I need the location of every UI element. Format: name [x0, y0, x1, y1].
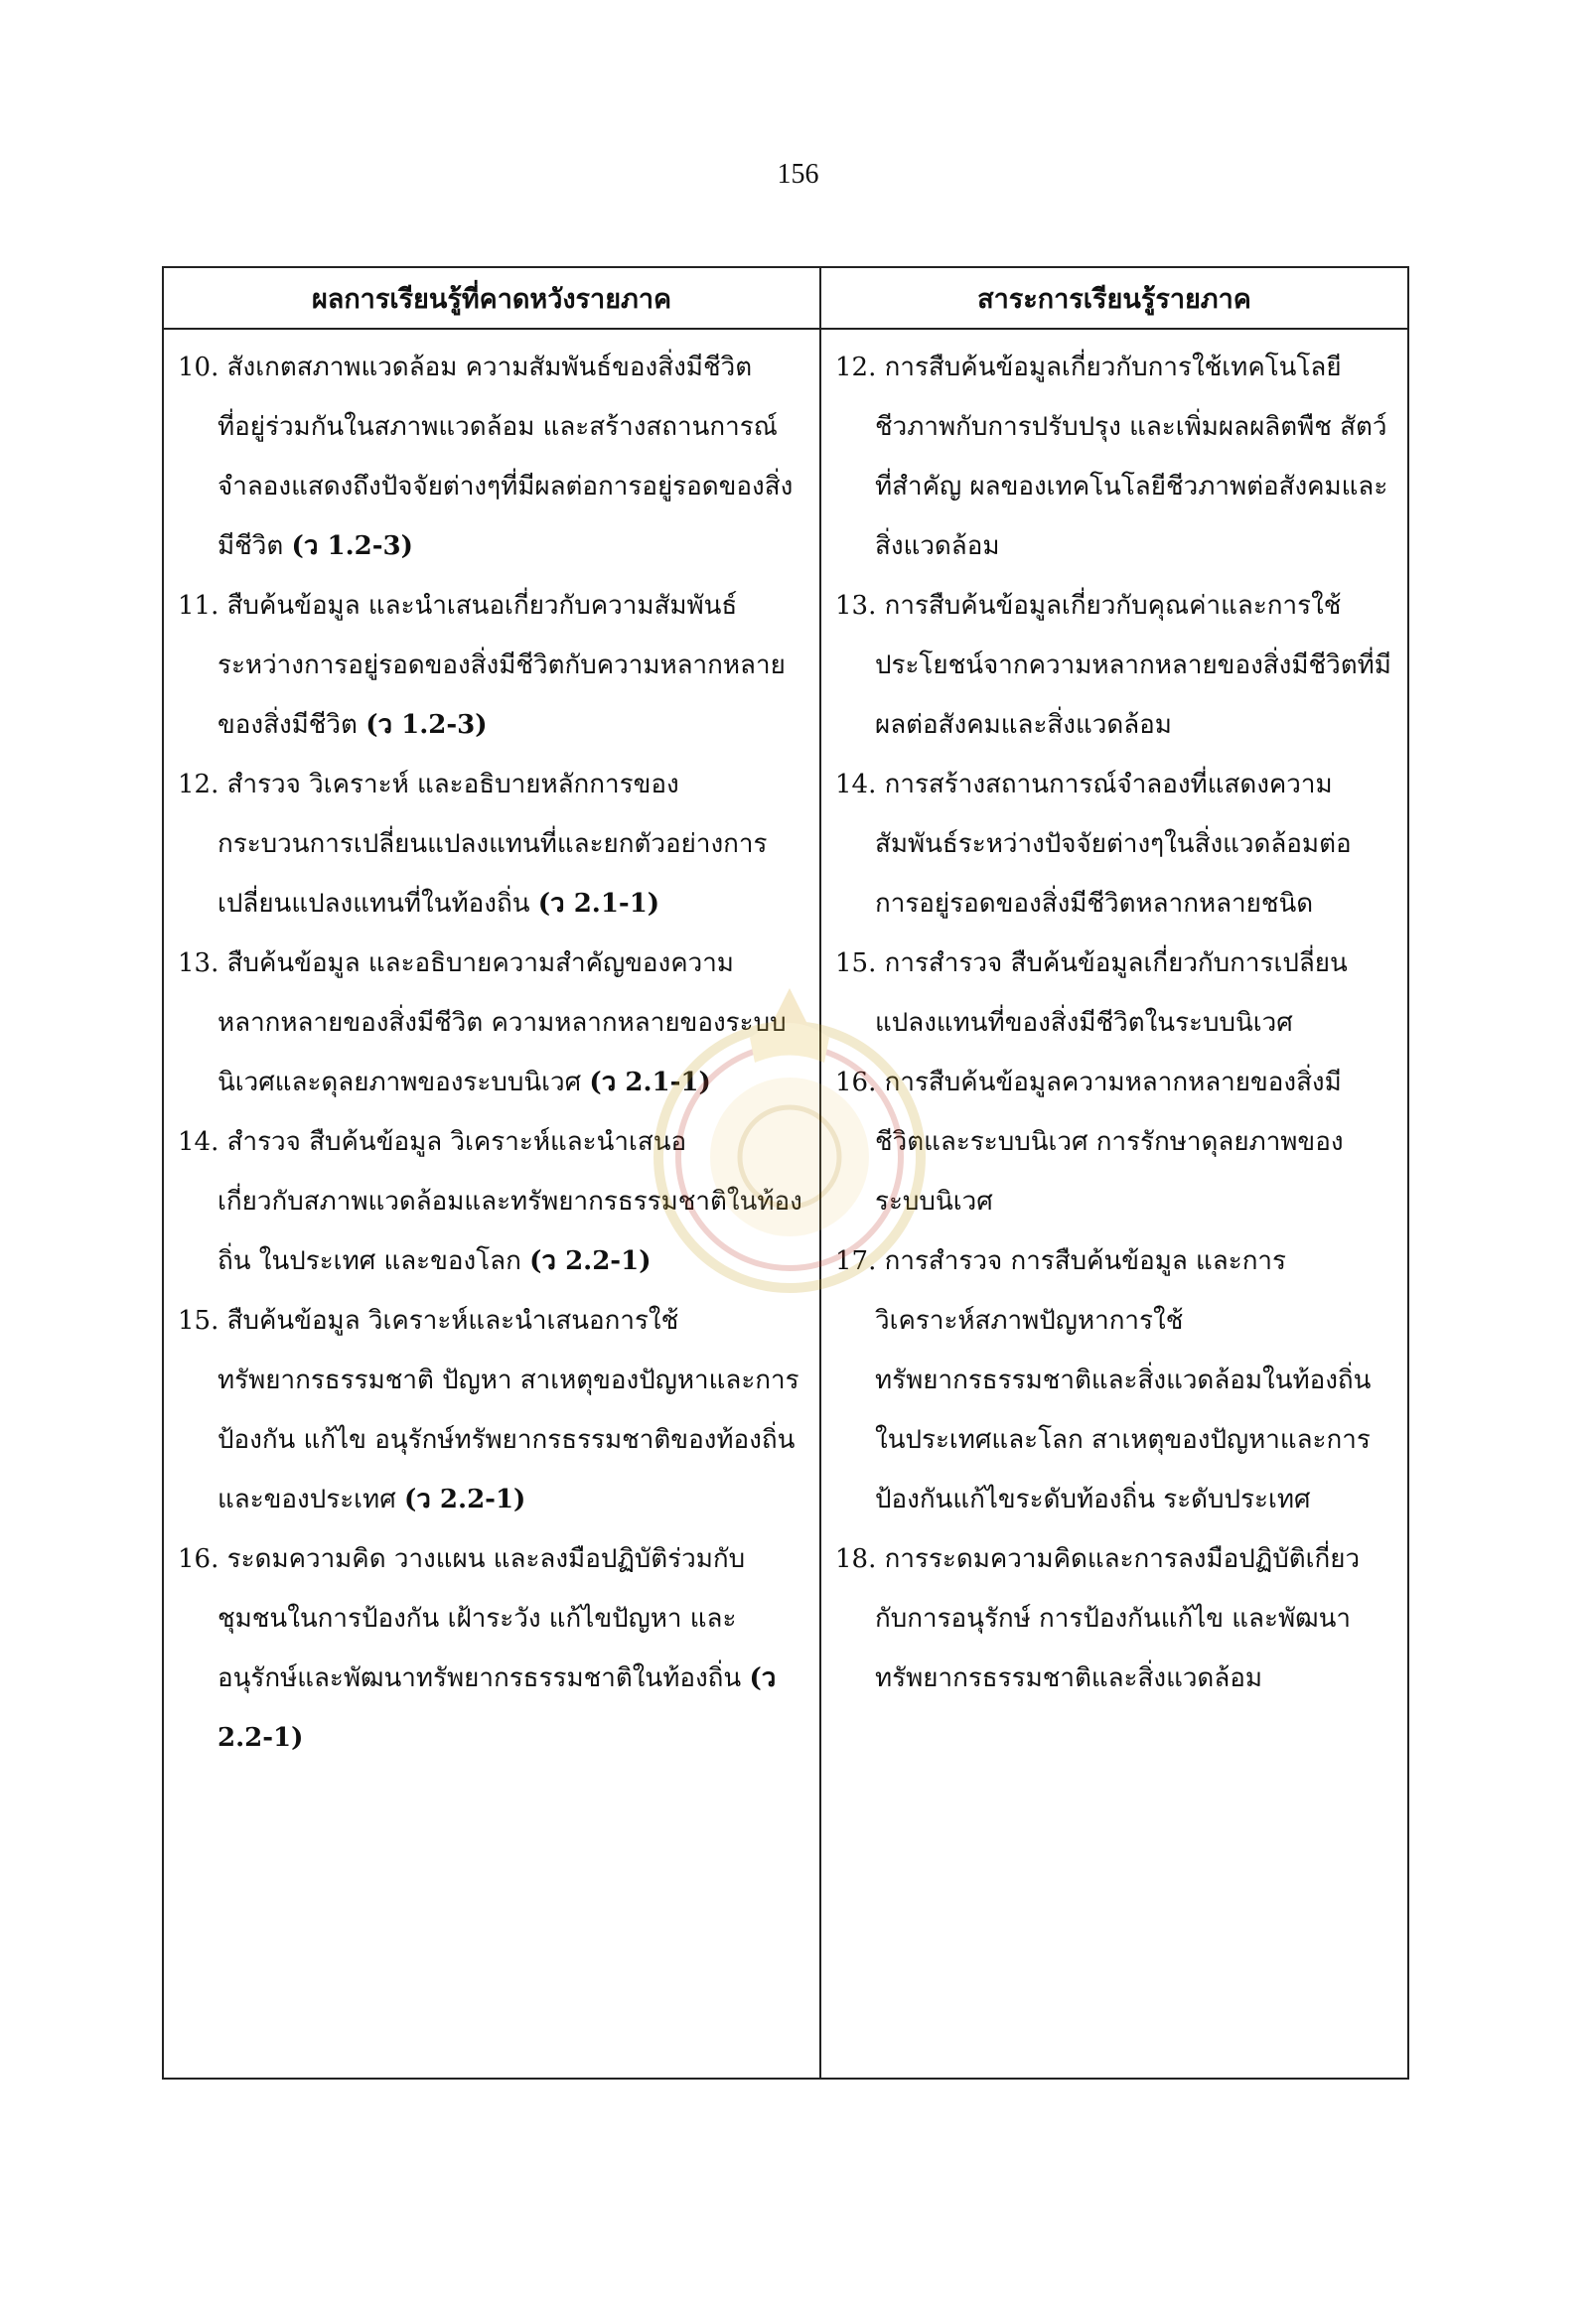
outcome-item: 12. สำรวจ วิเคราะห์ และอธิบายหลักการของ กระบวนการเปลี่ยนแปลงแทนที่และยกตัวอย่างการเปลี่ยนแปลงแทนที่ในท้องถิ่น (ว 2.1-1): [178, 770, 768, 919]
curriculum-table: [162, 266, 1409, 2080]
outcome-item: 11. สืบค้นข้อมูล และนำเสนอเกี่ยวกับความสัมพันธ์ ระหว่างการอยู่รอดของสิ่งมีชีวิตกับความหลากหลายของสิ่งมีชีวิต (ว 1.2-3): [178, 591, 786, 740]
standard-code: (ว 2.2-1): [529, 1246, 652, 1276]
standard-code: (ว 1.2-3): [291, 531, 413, 561]
outcome-item: 14. สำรวจ สืบค้นข้อมูล วิเคราะห์และนำเสนอ เกี่ยวกับสภาพแวดล้อมและทรัพยากรธรรมชาติในท้องถิ่น ในประเทศ และของโลก (ว 2.2-1): [178, 1127, 802, 1276]
header-learning-content: สาระการเรียนรู้รายภาค: [821, 268, 1407, 330]
standard-code: (ว 2.2-1): [403, 1485, 526, 1514]
outcome-item: 16. ระดมความคิด วางแผน และลงมือปฏิบัติร่วมกับ ชุมชนในการป้องกัน เฝ้าระวัง แก้ไขปัญหา และอนุรักษ์และพัฒนาทรัพยากรธรรมชาติในท้องถิ่น (ว 2.2-1): [178, 1544, 777, 1753]
content-item: 16. การสืบค้นข้อมูลความหลากหลายของสิ่งมี ชีวิตและระบบนิเวศ การรักษาดุลยภาพของระบบนิเวศ: [835, 1068, 1344, 1217]
standard-code: (ว 1.2-3): [365, 710, 488, 740]
learning-content-column: [821, 330, 1407, 2078]
outcome-item: 15. สืบค้นข้อมูล วิเคราะห์และนำเสนอการใช้ ทรัพยากรธรรมชาติ ปัญหา สาเหตุของปัญหาและการป้องกัน แก้ไข อนุรักษ์ทรัพยากรธรรมชาติของท้องถิ่น และของประเทศ (ว 2.2-1): [178, 1306, 799, 1514]
expected-outcomes-column: [164, 330, 821, 2078]
standard-code: (ว 2.1-1): [589, 1068, 711, 1097]
standard-code: (ว 2.1-1): [537, 889, 660, 919]
page-number: 156: [777, 159, 819, 190]
standard-code: (ว 2.2-1): [218, 1663, 777, 1753]
content-item: 13. การสืบค้นข้อมูลเกี่ยวกับคุณค่าและการใช้ ประโยชน์จากความหลากหลายของสิ่งมีชีวิตที่มีผลต่อสังคมและสิ่งแวดล้อม: [835, 591, 1391, 740]
header-expected-outcomes: ผลการเรียนรู้ที่คาดหวังรายภาค: [164, 268, 821, 330]
outcome-item: 13. สืบค้นข้อมูล และอธิบายความสำคัญของความ หลากหลายของสิ่งมีชีวิต ความหลากหลายของระบบนิเวศและดุลยภาพของระบบนิเวศ (ว 2.1-1): [178, 948, 787, 1097]
content-item: 17. การสำรวจ การสืบค้นข้อมูล และการ วิเคราะห์สภาพปัญหาการใช้ทรัพยากรธรรมชาติและสิ่งแวดล้อมในท้องถิ่นในประเทศและโลก สาเหตุของปัญหาและการป้องกันแก้ไขระดับท้องถิ่น ระดับประเทศ: [835, 1246, 1372, 1514]
content-item: 12. การสืบค้นข้อมูลเกี่ยวกับการใช้เทคโนโลยี ชีวภาพกับการปรับปรุง และเพิ่มผลผลิตพืช สัตว์ที่สำคัญ ผลของเทคโนโลยีชีวภาพต่อสังคมและสิ่งแวดล้อม: [835, 353, 1388, 561]
outcome-item: 10. สังเกตสภาพแวดล้อม ความสัมพันธ์ของสิ่งมีชีวิต ที่อยู่ร่วมกันในสภาพแวดล้อม และสร้างสถานการณ์จำลองแสดงถึงปัจจัยต่างๆที่มีผลต่อการอยู่รอดของสิ่งมีชีวิต (ว 1.2-3): [178, 353, 794, 561]
content-item: 15. การสำรวจ สืบค้นข้อมูลเกี่ยวกับการเปลี่ยน แปลงแทนที่ของสิ่งมีชีวิตในระบบนิเวศ: [835, 948, 1348, 1038]
content-item: 14. การสร้างสถานการณ์จำลองที่แสดงความ สัมพันธ์ระหว่างปัจจัยต่างๆในสิ่งแวดล้อมต่อการอยู่รอดของสิ่งมีชีวิตหลากหลายชนิด: [835, 770, 1352, 919]
content-item: 18. การระดมความคิดและการลงมือปฏิบัติเกี่ยว กับการอนุรักษ์ การป้องกันแก้ไข และพัฒนาทรัพยากรธรรมชาติและสิ่งแวดล้อม: [835, 1544, 1361, 1693]
